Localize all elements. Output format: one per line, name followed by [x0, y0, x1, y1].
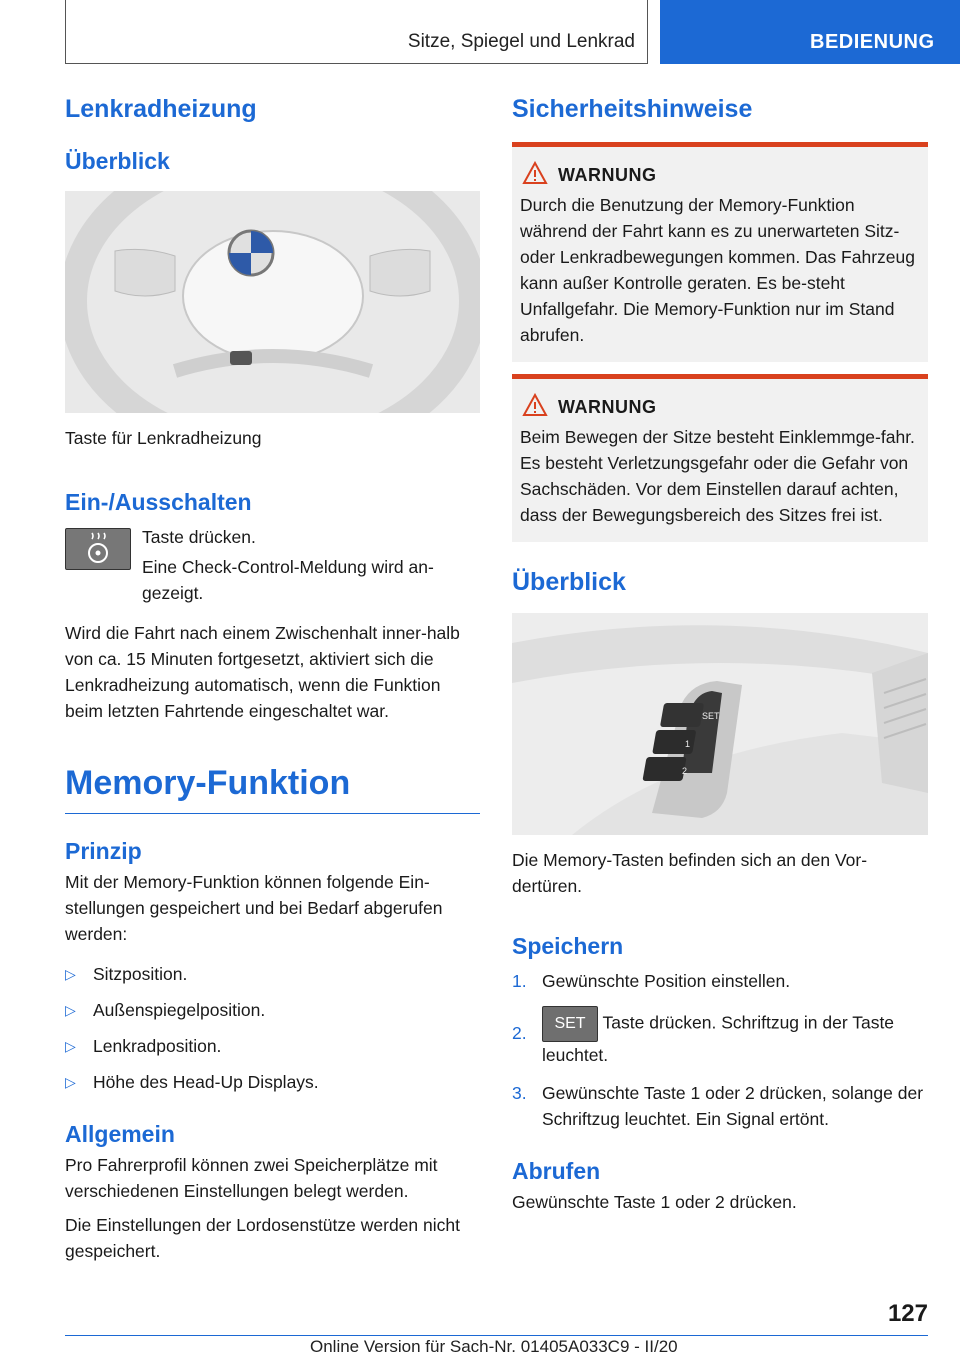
heading-ueberblick-memory: Überblick: [512, 568, 626, 596]
right-column: [512, 95, 928, 1215]
onoff-paragraph: Wird die Fahrt nach einem Zwischenhalt inner-halb von ca. 15 Minuten fortgesetzt, aktiviert sich die Lenkradheizung automatisch, wenn die Funktion beim letzten Fahrtende eingeschaltet war.: [65, 623, 460, 721]
heading-sicherheitshinweise: Sicherheitshinweise: [512, 95, 753, 123]
header-chapter-tab: BEDIENUNG: [660, 0, 960, 64]
heating-button-marker: [230, 351, 252, 365]
general-paragraph-1: Pro Fahrerprofil können zwei Speicherplätze mit verschiedenen Einstellungen belegt werden.: [65, 1155, 438, 1201]
set-key-label: SET: [702, 711, 720, 721]
list-item: ▷ Sitzposition.: [65, 961, 480, 987]
heading-prinzip: Prinzip: [65, 838, 142, 864]
recall-text: Gewünschte Taste 1 oder 2 drücken.: [512, 1192, 797, 1212]
memory-buttons-image: [512, 613, 928, 835]
heading-ueberblick: Überblick: [65, 148, 170, 174]
warning-text: Durch die Benutzung der Memory-Funktion während der Fahrt kann es zu unerwarteten Sitz- oder Lenkradbewegungen kommen. Das Fahrzeug kann außer Kontrolle geraten. Es be-steht Unfallgefahr. Die Memory-Funktion nur im Stand abrufen.: [520, 195, 915, 345]
figure-caption: Die Memory-Tasten befinden sich an den Vor-dertüren.: [512, 850, 868, 896]
principle-text: Mit der Memory-Funktion können folgende Ein-stellungen gespeichert und bei Bedarf abgerufen werden:: [65, 872, 443, 944]
steering-heat-button-icon: [65, 528, 131, 570]
memory-key-2: [642, 757, 686, 781]
warning-title: WARNUNG: [558, 165, 920, 186]
heading-lenkradheizung: Lenkradheizung: [65, 95, 257, 123]
steering-wheel-illustration: [65, 191, 480, 413]
general-paragraph-2: Die Einstellungen der Lordosenstütze werden nicht gespeichert.: [65, 1215, 460, 1261]
warning-box-1: [512, 142, 928, 362]
set-key-icon: SET: [542, 1006, 598, 1042]
warning-text: Beim Bewegen der Sitze besteht Einklemmge-fahr. Es besteht Verletzungsgefahr oder die Gefahr von Sachschäden. Vor dem Einstellen darauf achten, dass der Bewegungsbereich des Sitzes frei ist.: [520, 427, 915, 525]
list-item: ▷ Außenspiegelposition.: [65, 997, 480, 1023]
save-steps: [512, 968, 928, 1132]
footer-divider: [65, 1335, 928, 1336]
list-item: 3. Gewünschte Taste 1 oder 2 drücken, solange der Schriftzug leuchtet. Ein Signal ertönt.: [512, 1083, 924, 1129]
triangle-bullet-icon: ▷: [65, 1002, 76, 1018]
figure-caption: Taste für Lenkradheizung: [65, 428, 262, 448]
warning-triangle-icon: [522, 161, 548, 190]
door-memory-illustration: [512, 613, 928, 835]
steering-wheel-image: [65, 191, 480, 413]
list-item: 2. SET Taste drücken. Schriftzug in der Taste leuchtet.: [512, 1006, 928, 1068]
heading-abrufen: Abrufen: [512, 1158, 601, 1184]
warning-box-2: [512, 374, 928, 542]
left-column: [65, 95, 480, 1264]
heading-allgemein: Allgemein: [65, 1121, 175, 1147]
warning-triangle-icon: [522, 393, 548, 422]
settings-list: [65, 961, 480, 1095]
onoff-step-2: Eine Check-Control-Meldung wird an-gezeigt.: [142, 557, 434, 603]
list-item: ▷ Höhe des Head-Up Displays.: [65, 1069, 480, 1095]
footer-text: Online Version für Sach-Nr. 01405A033C9 - II/20: [310, 1337, 678, 1356]
warning-title: WARNUNG: [558, 397, 920, 418]
page-number: 127: [887, 1300, 928, 1327]
list-item: ▷ Lenkradposition.: [65, 1033, 480, 1059]
heading-ein-ausschalten: Ein-/Ausschalten: [65, 489, 252, 515]
triangle-bullet-icon: ▷: [65, 1038, 76, 1054]
header-section-title: Sitze, Spiegel und Lenkrad: [407, 31, 635, 52]
set-key: [660, 703, 704, 727]
memory-key-2-label: 2: [682, 766, 688, 776]
memory-key-1-label: 1: [685, 739, 691, 749]
onoff-block: [65, 524, 480, 606]
list-item: 1. Gewünschte Position einstellen.: [512, 971, 791, 991]
onoff-step-1: Taste drücken.: [142, 527, 256, 547]
heading-memory-funktion: Memory-Funktion: [65, 764, 480, 814]
triangle-bullet-icon: ▷: [65, 966, 76, 982]
triangle-bullet-icon: ▷: [65, 1074, 76, 1090]
heading-speichern: Speichern: [512, 933, 624, 959]
